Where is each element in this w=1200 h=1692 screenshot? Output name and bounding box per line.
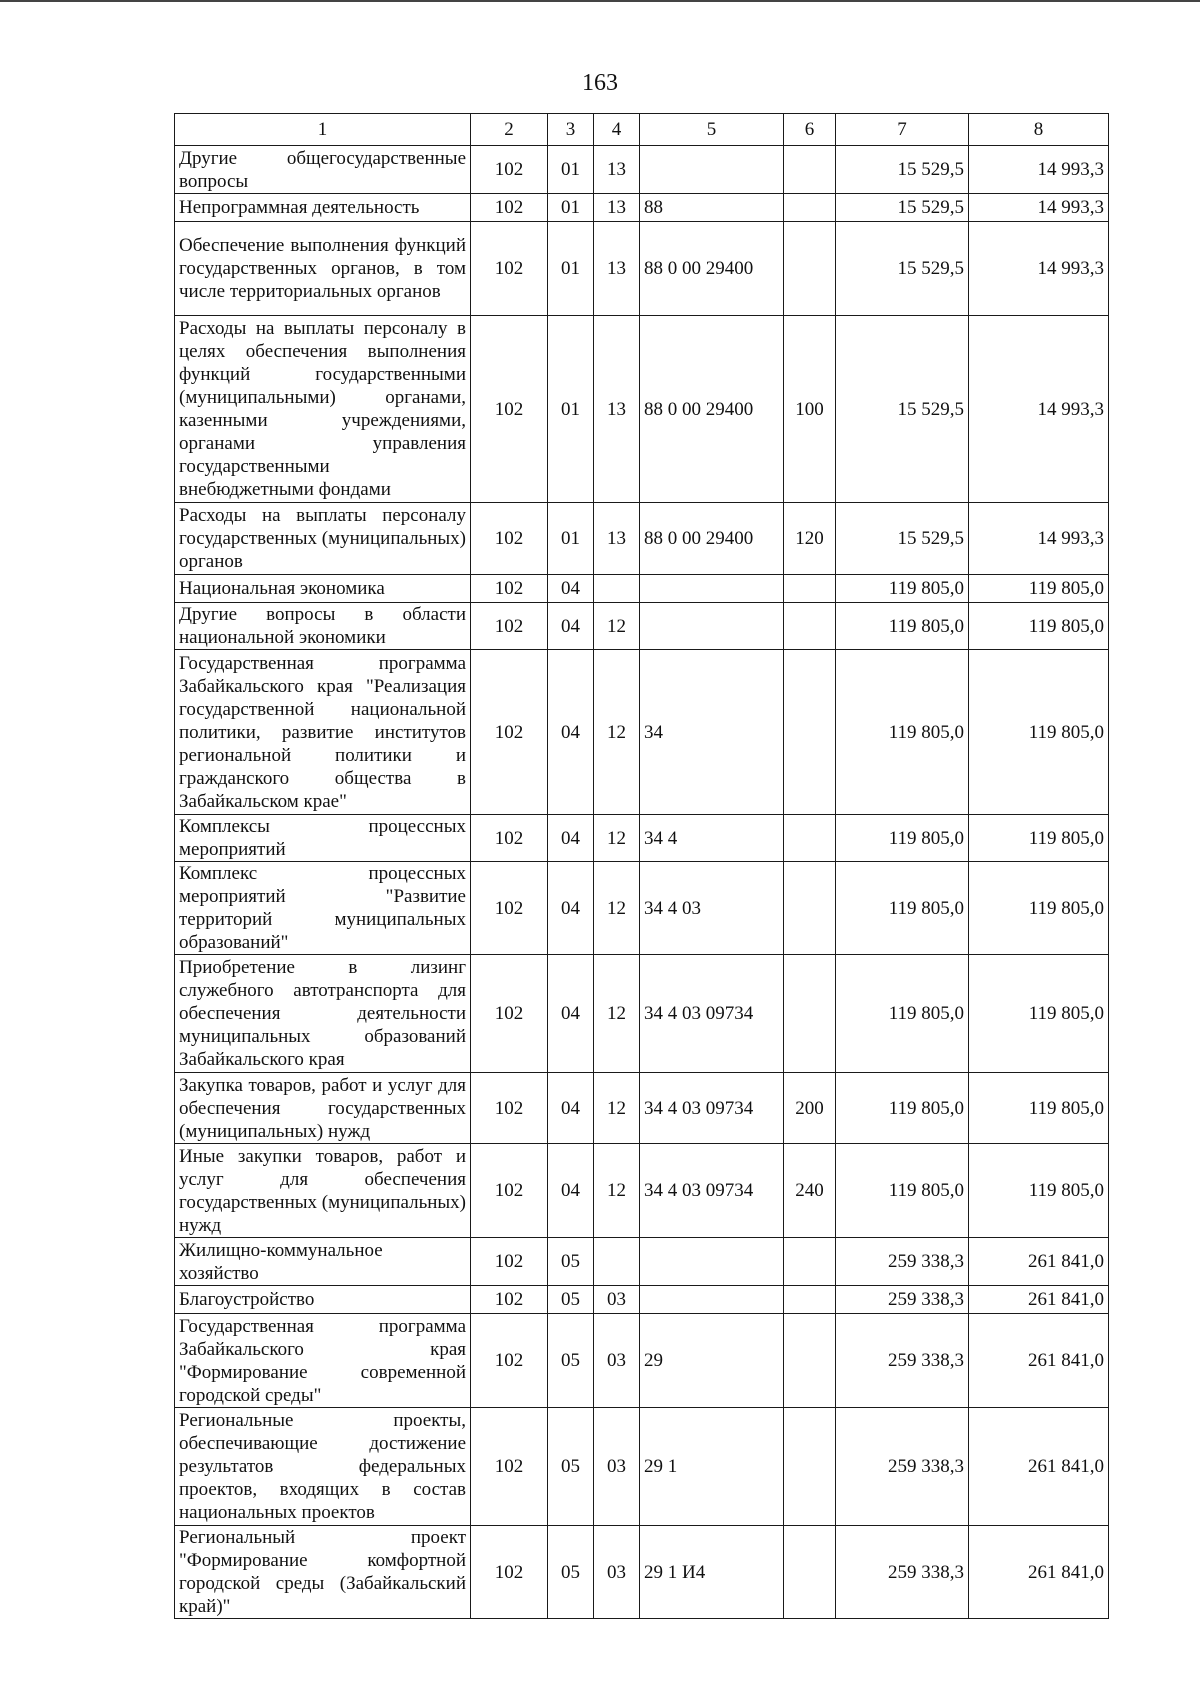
row-c6: 120: [784, 503, 836, 575]
row-name: Расходы на выплаты персоналу государственных (муниципальных) органов: [175, 503, 471, 575]
row-name: Иные закупки товаров, работ и услуг для обеспечения государственных (муниципальных) нужд: [175, 1144, 471, 1238]
row-c7: 119 805,0: [836, 955, 969, 1073]
row-c7: 119 805,0: [836, 603, 969, 650]
table-row: [175, 146, 1109, 194]
row-c8: 261 841,0: [969, 1526, 1109, 1619]
row-c8: 119 805,0: [969, 603, 1109, 650]
row-c3: 04: [548, 1144, 594, 1238]
row-c5: 34 4 03 09734: [640, 1073, 784, 1144]
row-c5: 88 0 00 29400: [640, 222, 784, 316]
row-c2: 102: [471, 316, 548, 503]
col-header-8: 8: [969, 114, 1109, 146]
row-c2: 102: [471, 1238, 548, 1286]
row-c2: 102: [471, 194, 548, 222]
row-c4: 13: [594, 222, 640, 316]
row-c4: 03: [594, 1408, 640, 1526]
table-row: [175, 1408, 1109, 1526]
row-c2: 102: [471, 503, 548, 575]
row-c5: [640, 146, 784, 194]
table-row: [175, 603, 1109, 650]
row-c3: 04: [548, 575, 594, 603]
row-c8: 119 805,0: [969, 1073, 1109, 1144]
row-c2: 102: [471, 862, 548, 955]
row-c7: 15 529,5: [836, 503, 969, 575]
row-name: Государственная программа Забайкальского края "Формирование современной городской среды": [175, 1314, 471, 1408]
row-c2: 102: [471, 1286, 548, 1314]
row-c4: 03: [594, 1526, 640, 1619]
row-c3: 04: [548, 955, 594, 1073]
row-c4: 12: [594, 603, 640, 650]
row-c3: 01: [548, 316, 594, 503]
row-c8: 14 993,3: [969, 146, 1109, 194]
col-header-6: 6: [784, 114, 836, 146]
row-name: Жилищно-коммунальное хозяйство: [175, 1238, 471, 1286]
row-c5: [640, 603, 784, 650]
row-c5: 29 1 И4: [640, 1526, 784, 1619]
row-c7: 119 805,0: [836, 650, 969, 815]
row-c3: 05: [548, 1238, 594, 1286]
budget-table: [174, 113, 1109, 1619]
row-c6: [784, 862, 836, 955]
row-c4: 12: [594, 1073, 640, 1144]
row-c3: 05: [548, 1286, 594, 1314]
col-header-7: 7: [836, 114, 969, 146]
row-name: Региональные проекты, обеспечивающие достижение результатов федеральных проектов, входящих в состав национальных проектов: [175, 1408, 471, 1526]
row-c7: 259 338,3: [836, 1286, 969, 1314]
table-row: [175, 316, 1109, 503]
row-c4: 12: [594, 1144, 640, 1238]
row-name: Региональный проект "Формирование комфортной городской среды (Забайкальский край)": [175, 1526, 471, 1619]
scan-top-edge: [0, 0, 1200, 2]
row-c3: 05: [548, 1408, 594, 1526]
row-c8: 261 841,0: [969, 1238, 1109, 1286]
table-row: [175, 1238, 1109, 1286]
row-c4: 13: [594, 194, 640, 222]
row-name: Комплексы процессных мероприятий: [175, 815, 471, 862]
row-c6: [784, 1408, 836, 1526]
row-c8: 261 841,0: [969, 1314, 1109, 1408]
row-c4: [594, 1238, 640, 1286]
table-row: [175, 862, 1109, 955]
row-c7: 119 805,0: [836, 1144, 969, 1238]
row-name: Национальная экономика: [175, 575, 471, 603]
table-row: [175, 1286, 1109, 1314]
row-c4: 13: [594, 503, 640, 575]
row-c5: 34 4 03 09734: [640, 955, 784, 1073]
row-c3: 04: [548, 603, 594, 650]
row-c3: 04: [548, 862, 594, 955]
row-c2: 102: [471, 1526, 548, 1619]
row-c2: 102: [471, 222, 548, 316]
row-c2: 102: [471, 146, 548, 194]
row-c2: 102: [471, 603, 548, 650]
row-name: Непрограммная деятельность: [175, 194, 471, 222]
row-c7: 259 338,3: [836, 1526, 969, 1619]
row-c3: 04: [548, 650, 594, 815]
header-row: [175, 114, 1109, 146]
row-c7: 15 529,5: [836, 222, 969, 316]
row-c8: 261 841,0: [969, 1408, 1109, 1526]
row-c3: 01: [548, 194, 594, 222]
row-c6: [784, 1238, 836, 1286]
row-c3: 05: [548, 1314, 594, 1408]
row-c4: 13: [594, 146, 640, 194]
row-c8: 261 841,0: [969, 1286, 1109, 1314]
page-number: 163: [582, 70, 618, 96]
row-c7: 119 805,0: [836, 862, 969, 955]
row-c3: 01: [548, 222, 594, 316]
row-c4: 12: [594, 815, 640, 862]
table-row: [175, 955, 1109, 1073]
row-c6: [784, 603, 836, 650]
row-c3: 01: [548, 146, 594, 194]
row-c2: 102: [471, 1408, 548, 1526]
row-c5: 88 0 00 29400: [640, 316, 784, 503]
row-c7: 259 338,3: [836, 1408, 969, 1526]
row-c7: 15 529,5: [836, 194, 969, 222]
row-c7: 119 805,0: [836, 1073, 969, 1144]
row-c6: [784, 1526, 836, 1619]
row-c4: 03: [594, 1286, 640, 1314]
row-c6: [784, 1286, 836, 1314]
row-c4: 12: [594, 650, 640, 815]
row-name: Расходы на выплаты персоналу в целях обеспечения выполнения функций государственными (муниципальными) органами, казенными учреждениями, органами управления государственными внебюджетными фондами: [175, 316, 471, 503]
row-c5: [640, 1286, 784, 1314]
row-c8: 14 993,3: [969, 194, 1109, 222]
row-name: Другие общегосударственные вопросы: [175, 146, 471, 194]
row-name: Комплекс процессных мероприятий "Развитие территорий муниципальных образований": [175, 862, 471, 955]
row-c8: 119 805,0: [969, 862, 1109, 955]
row-c5: 34 4 03: [640, 862, 784, 955]
row-c5: 88 0 00 29400: [640, 503, 784, 575]
table-row: [175, 815, 1109, 862]
row-c8: 119 805,0: [969, 815, 1109, 862]
row-c5: 34: [640, 650, 784, 815]
row-c4: 12: [594, 955, 640, 1073]
table-row: [175, 222, 1109, 316]
table-row: [175, 503, 1109, 575]
row-c6: [784, 1314, 836, 1408]
row-name: Закупка товаров, работ и услуг для обеспечения государственных (муниципальных) нужд: [175, 1073, 471, 1144]
row-c5: 34 4 03 09734: [640, 1144, 784, 1238]
row-c3: 04: [548, 815, 594, 862]
row-c7: 259 338,3: [836, 1314, 969, 1408]
row-c5: [640, 575, 784, 603]
row-c6: [784, 575, 836, 603]
row-c8: 14 993,3: [969, 503, 1109, 575]
col-header-3: 3: [548, 114, 594, 146]
row-c5: 88: [640, 194, 784, 222]
col-header-5: 5: [640, 114, 784, 146]
row-c3: 01: [548, 503, 594, 575]
row-c8: 119 805,0: [969, 650, 1109, 815]
row-c6: [784, 194, 836, 222]
row-c3: 04: [548, 1073, 594, 1144]
table-row: [175, 1314, 1109, 1408]
row-c2: 102: [471, 1144, 548, 1238]
table-row: [175, 650, 1109, 815]
col-header-1: 1: [175, 114, 471, 146]
row-c5: [640, 1238, 784, 1286]
row-c7: 119 805,0: [836, 575, 969, 603]
row-name: Обеспечение выполнения функций государственных органов, в том числе территориальных органов: [175, 222, 471, 316]
row-c4: [594, 575, 640, 603]
row-c6: [784, 650, 836, 815]
row-name: Государственная программа Забайкальского края "Реализация государственной национальной политики, развитие институтов региональной политики и гражданского общества в Забайкальском крае": [175, 650, 471, 815]
row-c2: 102: [471, 815, 548, 862]
row-c4: 12: [594, 862, 640, 955]
row-c6: 240: [784, 1144, 836, 1238]
table-row: [175, 1526, 1109, 1619]
row-c8: 14 993,3: [969, 222, 1109, 316]
row-c5: 34 4: [640, 815, 784, 862]
row-c2: 102: [471, 1314, 548, 1408]
row-c6: [784, 815, 836, 862]
table-row: [175, 194, 1109, 222]
row-name: Приобретение в лизинг служебного автотранспорта для обеспечения деятельности муниципальных образований Забайкальского края: [175, 955, 471, 1073]
table-row: [175, 1073, 1109, 1144]
row-c6: 200: [784, 1073, 836, 1144]
row-c6: [784, 146, 836, 194]
col-header-4: 4: [594, 114, 640, 146]
row-c5: 29 1: [640, 1408, 784, 1526]
row-c2: 102: [471, 650, 548, 815]
row-c2: 102: [471, 955, 548, 1073]
row-c7: 259 338,3: [836, 1238, 969, 1286]
row-c4: 03: [594, 1314, 640, 1408]
row-c7: 15 529,5: [836, 146, 969, 194]
table-row: [175, 1144, 1109, 1238]
row-c7: 15 529,5: [836, 316, 969, 503]
row-c8: 119 805,0: [969, 575, 1109, 603]
row-c7: 119 805,0: [836, 815, 969, 862]
row-c6: 100: [784, 316, 836, 503]
row-c8: 119 805,0: [969, 1144, 1109, 1238]
row-c4: 13: [594, 316, 640, 503]
table-row: [175, 575, 1109, 603]
row-c2: 102: [471, 575, 548, 603]
row-c8: 14 993,3: [969, 316, 1109, 503]
row-c5: 29: [640, 1314, 784, 1408]
row-name: Другие вопросы в области национальной экономики: [175, 603, 471, 650]
row-c6: [784, 955, 836, 1073]
row-c3: 05: [548, 1526, 594, 1619]
row-name: Благоустройство: [175, 1286, 471, 1314]
row-c8: 119 805,0: [969, 955, 1109, 1073]
col-header-2: 2: [471, 114, 548, 146]
row-c6: [784, 222, 836, 316]
row-c2: 102: [471, 1073, 548, 1144]
